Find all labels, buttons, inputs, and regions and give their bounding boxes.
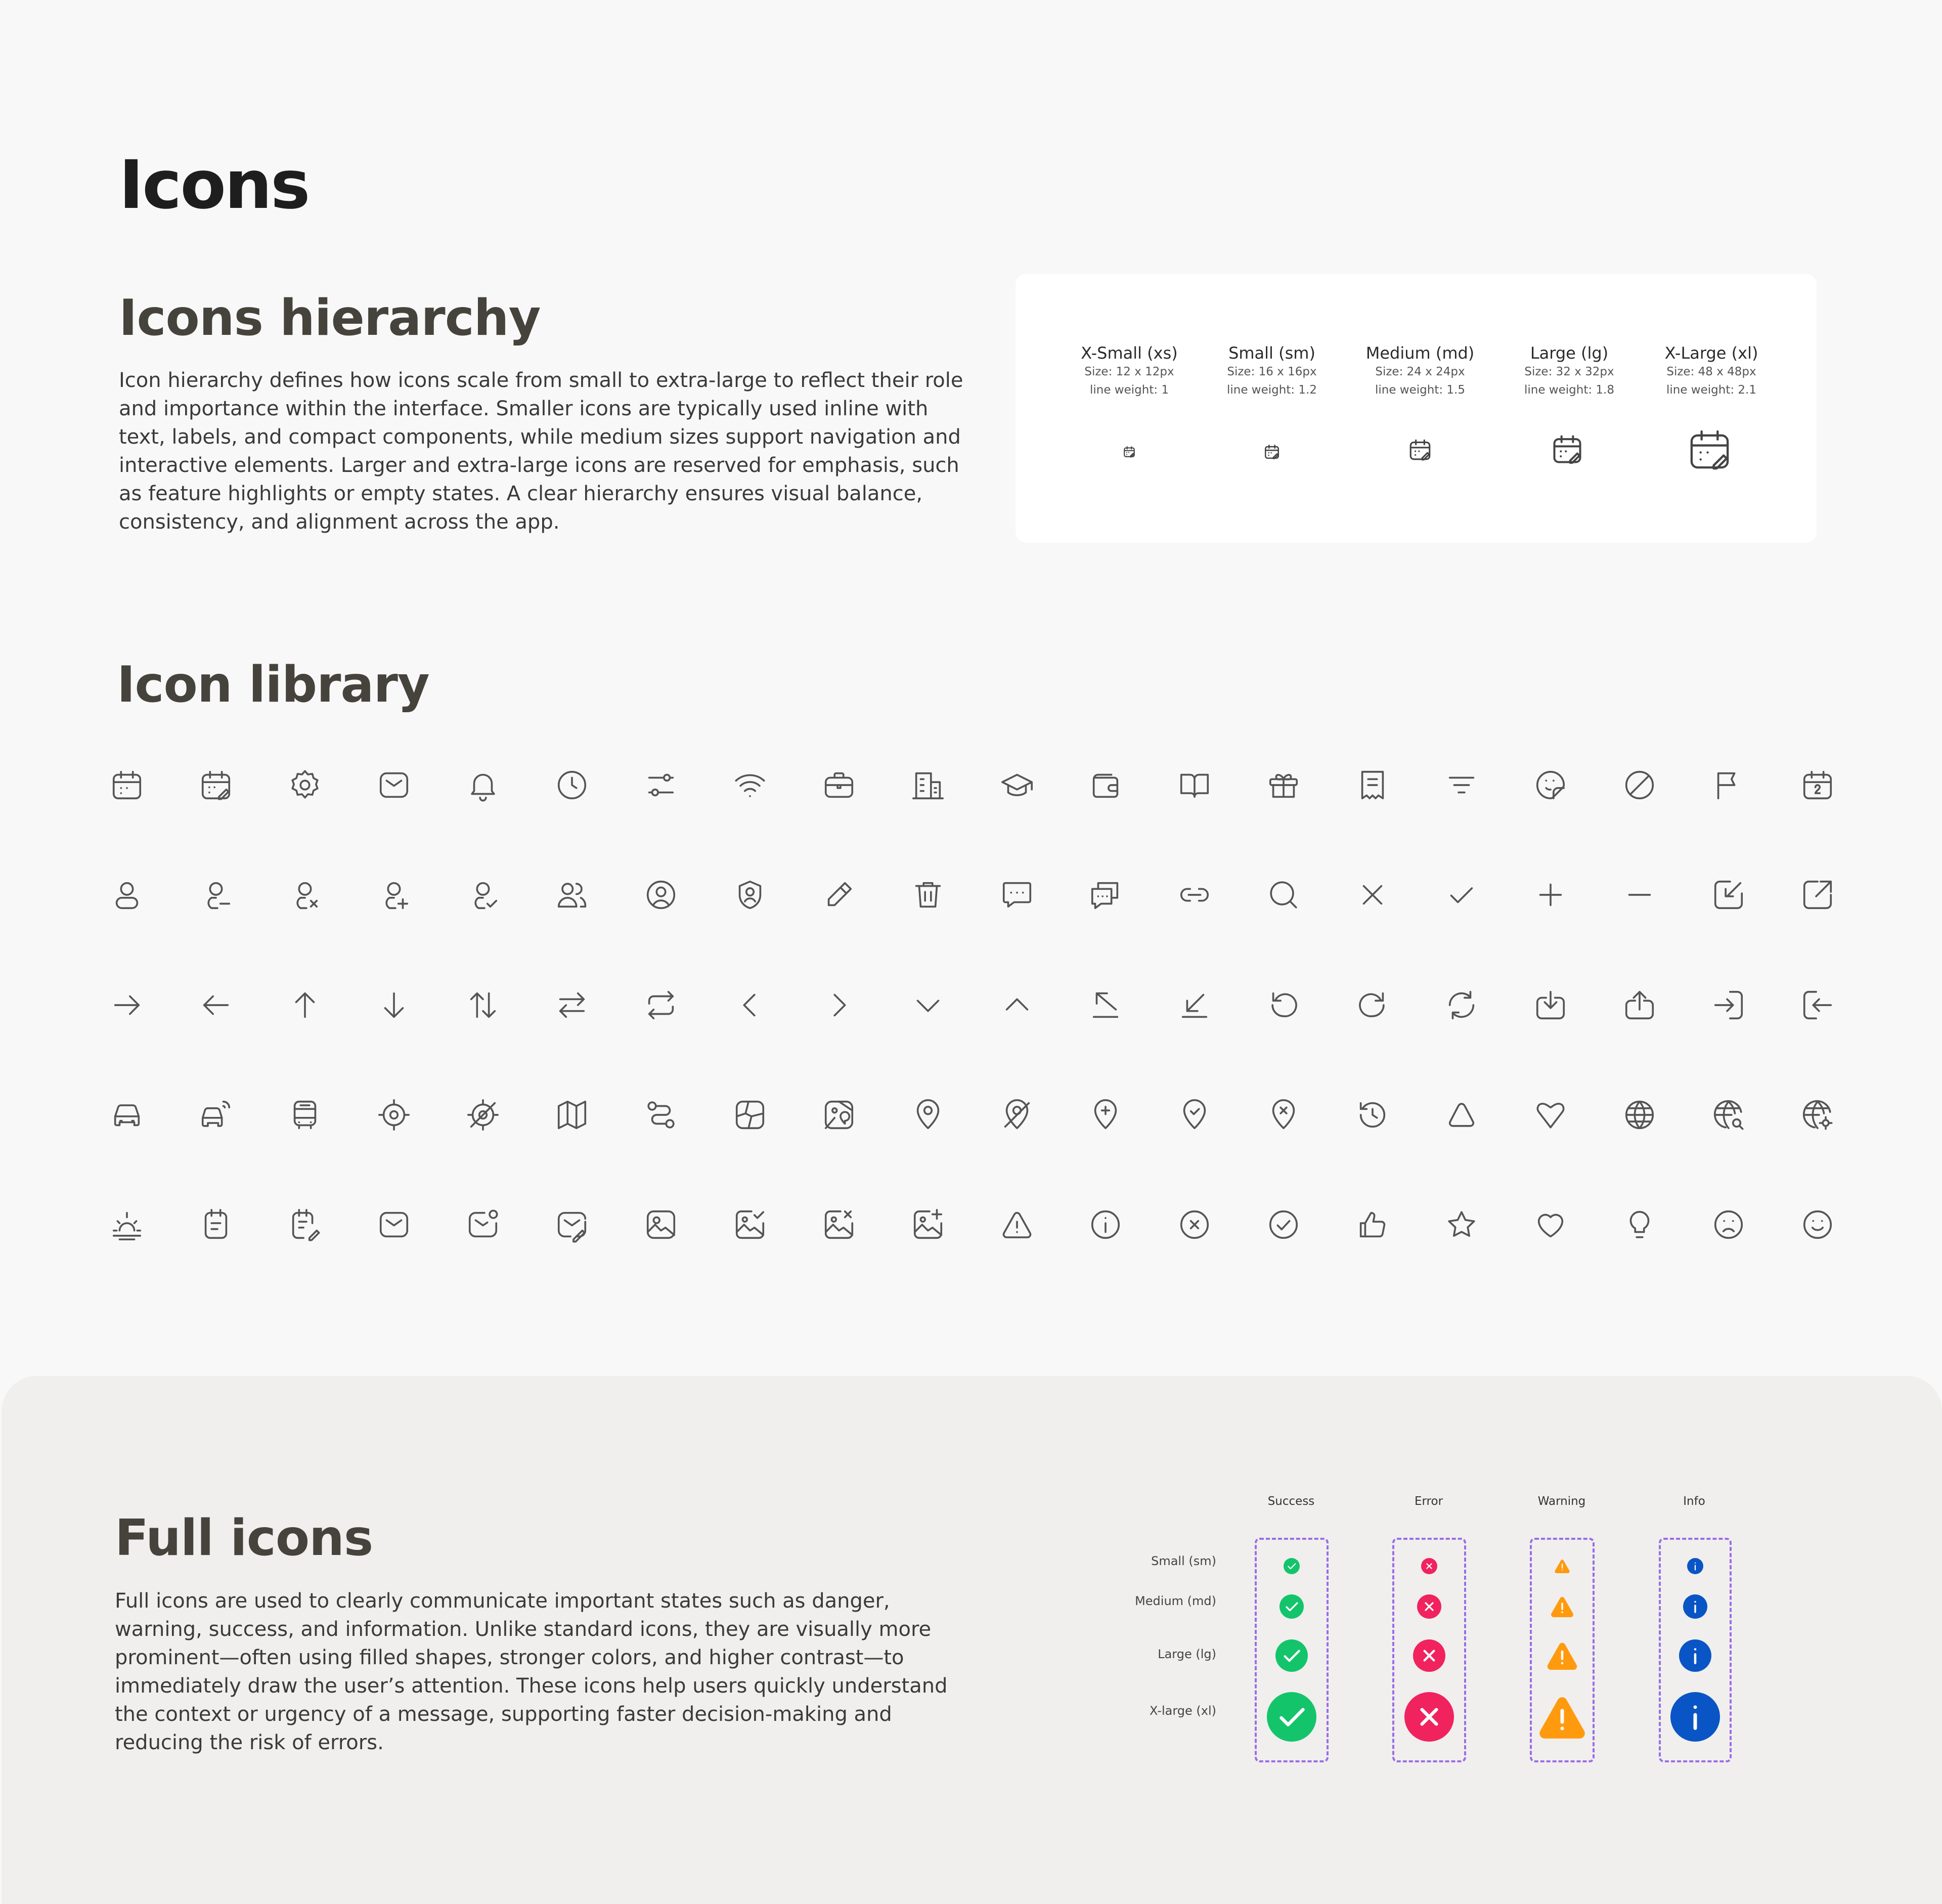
warning-triangle-filled-icon [1537, 1692, 1587, 1742]
globe-icon [1622, 1097, 1657, 1133]
check-circle-icon [1266, 1207, 1301, 1242]
receipt-icon [1355, 767, 1390, 803]
size-column-xs [1053, 343, 1205, 399]
settings-icon [287, 767, 323, 803]
graduation-cap-icon [999, 767, 1035, 803]
message-icon [999, 877, 1035, 913]
clock-icon [554, 767, 590, 803]
sad-face-icon [1711, 1207, 1746, 1242]
user-x-icon [287, 877, 323, 913]
size-name: Small (sm) [1228, 343, 1315, 363]
map-pin-x-icon [1266, 1097, 1301, 1133]
info-circle-filled-icon [1687, 1558, 1703, 1574]
size-name: Large (lg) [1530, 343, 1609, 363]
globe-search-icon [1711, 1097, 1746, 1133]
ban-icon [1622, 767, 1657, 803]
size-column-md [1344, 343, 1496, 399]
arrow-left-icon [198, 987, 234, 1023]
size-line-weight: line weight: 1 [1089, 383, 1169, 397]
size-column-lg [1493, 343, 1645, 399]
info-circle-filled-icon [1679, 1639, 1711, 1672]
x-circle-filled-icon [1413, 1639, 1445, 1672]
log-in-icon [1711, 987, 1746, 1023]
calendar-icon [109, 767, 145, 803]
download-icon [1533, 987, 1568, 1023]
target-off-icon [465, 1097, 501, 1133]
size-line-weight: line weight: 2.1 [1666, 383, 1756, 397]
map-pin-off-icon [999, 1097, 1035, 1133]
arrow-right-icon [109, 987, 145, 1023]
briefcase-icon [821, 767, 857, 803]
arrow-up-icon [287, 987, 323, 1023]
calendar-number-icon [1800, 767, 1835, 803]
smile-icon [1800, 1207, 1835, 1242]
user-circle-icon [643, 877, 679, 913]
log-out-icon [1800, 987, 1835, 1023]
status-header-info: Info [1683, 1495, 1705, 1508]
x-circle-filled-icon [1421, 1558, 1437, 1574]
user-minus-icon [198, 877, 234, 913]
size-name: Medium (md) [1365, 343, 1475, 363]
user-shield-icon [732, 877, 768, 913]
pencil-icon [821, 877, 857, 913]
status-header-warning: Warning [1537, 1495, 1586, 1508]
size-line-weight: line weight: 1.5 [1375, 383, 1465, 397]
status-header-success: Success [1267, 1495, 1315, 1508]
size-name: X-Large (xl) [1664, 343, 1758, 363]
size-line-weight: line weight: 1.2 [1226, 383, 1317, 397]
thumbs-up-icon [1355, 1207, 1390, 1242]
messages-icon [1088, 877, 1123, 913]
image-check-icon [732, 1207, 768, 1242]
heart-icon [1533, 1207, 1568, 1242]
link-icon [1177, 877, 1212, 913]
wallet-icon [1088, 767, 1123, 803]
building-icon [910, 767, 946, 803]
arrow-down-left-box-icon [1711, 877, 1746, 913]
bus-icon [287, 1097, 323, 1133]
mail-icon [376, 767, 412, 803]
users-icon [554, 877, 590, 913]
check-circle-filled-icon [1279, 1594, 1304, 1619]
map-pin-icon [910, 1097, 946, 1133]
hierarchy-description: Icon hierarchy defines how icons scale from small to extra-large to reflect their role and importance within the interface. Smaller icons are typically used inline with text, labels, and compact components, while medium sizes support navigation and interactive elements. Larger and extra-large icons are reserved for emphasis, such as feature highlights or empty states. A clear hierarchy ensures visual balance, consistency, and alignment across the app. [119, 369, 963, 534]
x-circle-icon [1177, 1207, 1212, 1242]
size-dimension: Size: 16 x 16px [1227, 365, 1317, 378]
target-icon [376, 1097, 412, 1133]
x-circle-filled-icon [1417, 1594, 1441, 1619]
map-pin-check-icon [1177, 1097, 1212, 1133]
arrows-left-right-icon [554, 987, 590, 1023]
warning-triangle-filled-icon [1554, 1558, 1570, 1574]
note-icon [198, 1207, 234, 1242]
globe-settings-icon [1800, 1097, 1835, 1133]
sliders-icon [643, 767, 679, 803]
note-edit-icon [287, 1207, 323, 1242]
user-check-icon [465, 877, 501, 913]
image-plus-icon [910, 1207, 946, 1242]
inbox-icon [376, 1207, 412, 1242]
map-square-icon [732, 1097, 768, 1133]
size-dimension: Size: 12 x 12px [1084, 365, 1174, 378]
car-signal-icon [198, 1097, 234, 1133]
lightbulb-icon [1622, 1207, 1657, 1242]
gift-icon [1266, 767, 1301, 803]
trash-icon [910, 877, 946, 913]
calendar-edit-icon [198, 767, 234, 803]
size-name: X-Small (xs) [1081, 343, 1178, 363]
page-title: Icons [119, 146, 309, 224]
chevron-up-icon [999, 987, 1035, 1023]
size-dimension: Size: 48 x 48px [1666, 365, 1756, 378]
hierarchy-heading: Icons hierarchy [119, 289, 541, 347]
image-x-icon [821, 1207, 857, 1242]
map-pin-plus-icon [1088, 1097, 1123, 1133]
chevron-left-icon [732, 987, 768, 1023]
warning-icon [999, 1207, 1035, 1242]
size-column-xl [1636, 343, 1787, 399]
rotate-cw-icon [1355, 987, 1390, 1023]
route-icon [643, 1097, 679, 1133]
calendar-edit-icon [1407, 437, 1433, 462]
warning-triangle-filled-icon [1550, 1594, 1574, 1619]
full-icons-description: Full icons are used to clearly communicate important states such as danger, warning, success, and information. Unlike standard icons, they are visually more prominent—often using filled shapes, stronger colors, and higher contrast—to immediately draw the user’s attention. These icons help users quickly understand the context or urgency of a message, supporting faster decision-making and reducing the risk of errors. [115, 1589, 948, 1754]
plus-icon [1533, 877, 1568, 913]
status-header-error: Error [1414, 1495, 1443, 1508]
heart-shape-icon [1533, 1097, 1568, 1133]
check-icon [1444, 877, 1479, 913]
sunrise-icon [109, 1207, 145, 1242]
row-label-xlarge: X-large (xl) [1150, 1704, 1216, 1718]
chevron-right-icon [821, 987, 857, 1023]
minus-icon [1622, 877, 1657, 913]
triangle-icon [1444, 1097, 1479, 1133]
filter-icon [1444, 767, 1479, 803]
mail-dot-icon [465, 1207, 501, 1242]
calendar-edit-icon [1686, 425, 1734, 473]
image-icon [643, 1207, 679, 1242]
size-dimension: Size: 32 x 32px [1524, 365, 1614, 378]
calendar-edit-icon [1123, 445, 1136, 458]
sticker-icon [1533, 767, 1568, 803]
refresh-icon [1444, 987, 1479, 1023]
wifi-icon [732, 767, 768, 803]
search-icon [1266, 877, 1301, 913]
warning-triangle-filled-icon [1546, 1639, 1578, 1672]
upload-icon [1622, 987, 1657, 1023]
hierarchy-card [1016, 274, 1817, 543]
row-label-large: Large (lg) [1158, 1647, 1216, 1661]
star-icon [1444, 1207, 1479, 1242]
x-circle-filled-icon [1404, 1692, 1454, 1742]
full-icons-heading: Full icons [115, 1509, 373, 1567]
row-label-small: Small (sm) [1151, 1554, 1216, 1568]
size-dimension: Size: 24 x 24px [1375, 365, 1465, 378]
user-icon [109, 877, 145, 913]
arrow-up-left-icon [1088, 987, 1123, 1023]
size-column-sm [1196, 343, 1348, 399]
flag-icon [1711, 767, 1746, 803]
size-line-weight: line weight: 1.8 [1524, 383, 1614, 397]
close-icon [1355, 877, 1390, 913]
library-heading: Icon library [117, 656, 429, 714]
arrows-up-down-icon [465, 987, 501, 1023]
bell-icon [465, 767, 501, 803]
check-circle-filled-icon [1267, 1692, 1316, 1742]
map-pin-square-icon [821, 1097, 857, 1133]
arrow-down-left-icon [1177, 987, 1212, 1023]
calendar-edit-icon [1550, 432, 1584, 466]
book-open-icon [1177, 767, 1212, 803]
info-circle-filled-icon [1670, 1692, 1720, 1742]
rotate-ccw-icon [1266, 987, 1301, 1023]
car-icon [109, 1097, 145, 1133]
check-circle-filled-icon [1275, 1639, 1308, 1672]
history-icon [1355, 1097, 1390, 1133]
repeat-icon [643, 987, 679, 1023]
external-link-icon [1800, 877, 1835, 913]
chevron-down-icon [910, 987, 946, 1023]
info-circle-filled-icon [1683, 1594, 1707, 1619]
row-label-medium: Medium (md) [1135, 1594, 1216, 1608]
user-plus-icon [376, 877, 412, 913]
arrow-down-icon [376, 987, 412, 1023]
mail-edit-icon [554, 1207, 590, 1242]
check-circle-filled-icon [1284, 1558, 1300, 1574]
map-icon [554, 1097, 590, 1133]
info-icon [1088, 1207, 1123, 1242]
calendar-edit-icon [1263, 443, 1281, 460]
